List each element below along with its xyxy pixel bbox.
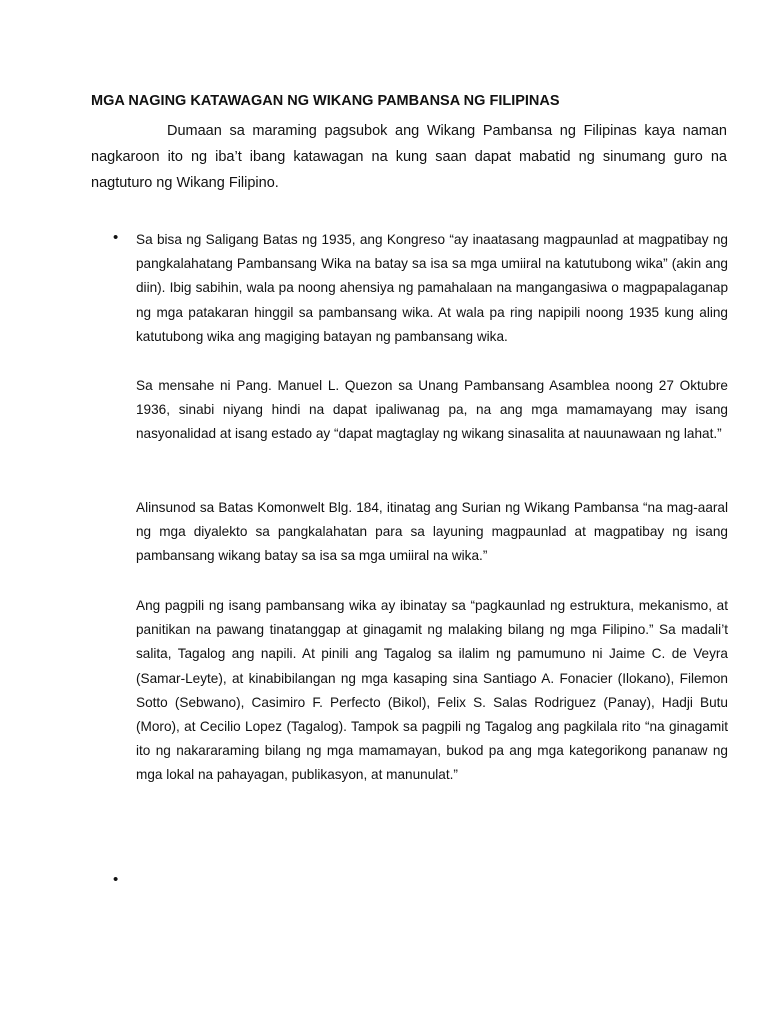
bullet-marker-2: • — [113, 871, 119, 888]
document-title: MGA NAGING KATAWAGAN NG WIKANG PAMBANSA NG FILIPINAS — [91, 93, 560, 109]
paragraph-quezon-message: Sa mensahe ni Pang. Manuel L. Quezon sa Unang Pambansang Asamblea noong 27 Oktubre 1936, sinabi niyang hindi na dapat ipaliwanag pa, na ang mga mamamayang may isang nasyonalidad at isang estado ay “dapat magtaglay ng wikang sinasalita at nauunawaan ng lahat.” — [136, 378, 728, 442]
paragraph-saligang-batas: Sa bisa ng Saligang Batas ng 1935, ang Kongreso “ay inaatasang magpaunlad at magpatibay ng pangkalahatang Pambansang Wika na batay sa isa sa mga umiiral na katutubong wika” (akin ang diin). Ibig sabihin, wala pa noong ahensiya ng pamahalaan na mangangasiwa o magpapalaganap ng mga patakaran hinggil sa pambansang wika. At wala pa ring napipili noong 1935 kung aling katutubong wika ang magiging batayan ng pambansang wika. — [136, 232, 728, 344]
paragraph-batas-komonwelt: Alinsunod sa Batas Komonwelt Blg. 184, itinatag ang Surian ng Wikang Pambansa “na mag-aaral ng mga diyalekto sa pangkalahatan para sa layuning magpaunlad at magpatibay ng isang pambansang wikang batay sa isa sa mga umiiral na wika.” — [136, 500, 728, 564]
bullet-marker-1: • — [113, 229, 119, 246]
intro-paragraph: Dumaan sa maraming pagsubok ang Wikang Pambansa ng Filipinas kaya naman nagkaroon ito ng iba’t ibang katawagan na kung saan dapat mabatid ng sinumang guro na nagtuturo ng Wikang Filipino. — [91, 123, 727, 191]
paragraph-pagpili-tagalog: Ang pagpili ng isang pambansang wika ay ibinatay sa “pagkaunlad ng estruktura, mekanismo, at panitikan na pawang tinatanggap at ginagamit ng malaking bilang ng mga Filipino.” Sa madali’t salita, Tagalog ang napili. At pinili ang Tagalog sa ilalim ng pamumuno ni Jaime C. de Veyra (Samar-Leyte), at kinabibilangan ng mga kasaping sina Santiago A. Fonacier (Ilokano), Filemon Sotto (Sebwano), Casimiro F. Perfecto (Bikol), Felix S. Salas Rodriguez (Panay), Hadji Butu (Moro), at Cecilio Lopez (Tagalog). Tampok sa pagpili ng Tagalog ang pagkilala rito “na ginagamit ito ng nakararaming bilang ng mga mamamayan, bukod pa ang mga kategorikong pananaw ng mga lokal na pahayagan, publikasyon, at manunulat.” — [136, 598, 728, 783]
